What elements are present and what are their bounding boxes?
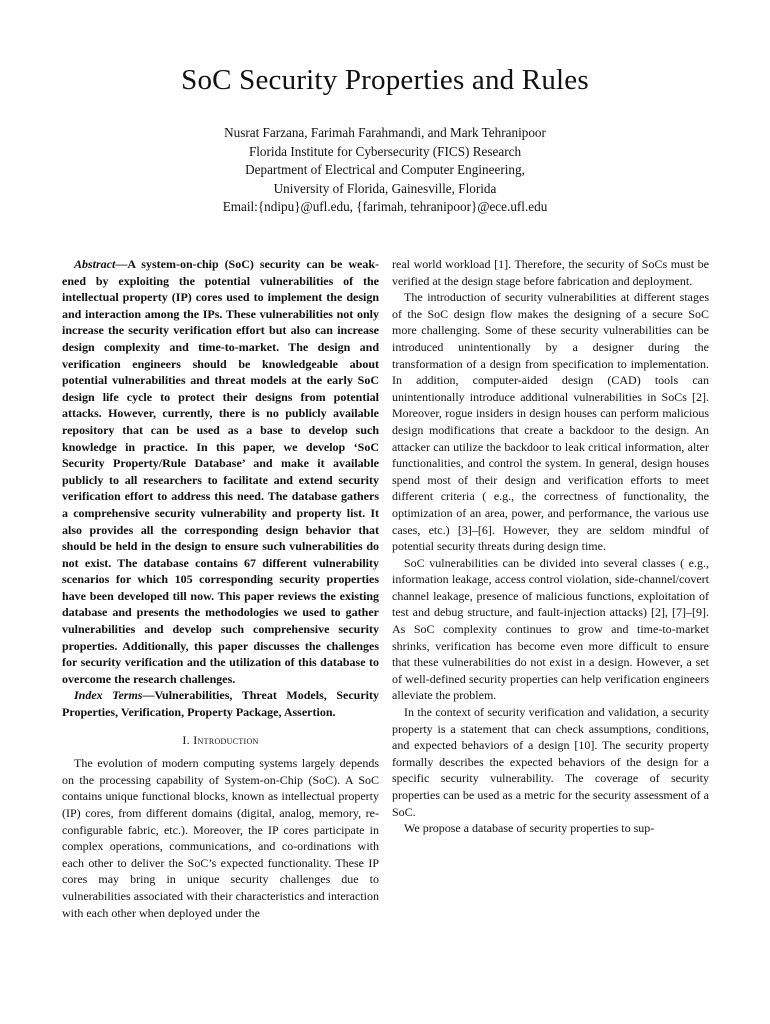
index-terms-text: —Vulnerabilities, Threat Models, Security Properties, Verification, Property Package, Assertion. <box>62 688 379 720</box>
abstract-label: Abstract <box>74 257 116 271</box>
intro-paragraph-3: SoC vulnerabilities can be divided into several classes ( e.g., information leakage, access control violation, side-channel/covert channel leakage, presence of malicious functions, exploitation of test and debug structure, and fault-injection attacks) [2], [7]–[9]. As SoC complexity continues to grow and time-to-market shrinks, verification has become even more difficult to ensure that these vulnerabilities do not exist in a design. However, a set of well-defined security properties can help verification engineers alleviate the problem. <box>392 555 709 703</box>
section-heading-introduction <box>62 732 379 749</box>
abstract <box>62 256 379 687</box>
section-title: Introduction <box>193 732 259 747</box>
section-number: I. <box>182 732 190 747</box>
author-block <box>0 124 770 217</box>
affiliation-institute: Florida Institute for Cybersecurity (FICS) Research <box>248 143 522 159</box>
affiliation-department: Department of Electrical and Computer Engineering, <box>245 162 525 178</box>
left-column <box>62 256 379 921</box>
intro-paragraph-1-continued: real world workload [1]. Therefore, the security of SoCs must be verified at the design stage before fabrication and deployment. <box>392 257 709 288</box>
abstract-text: —A system-on-chip (SoC) security can be weakened by exploiting the potential vulnerabilities of the intellectual property (IP) cores used to implement the design and interaction among the IPs. These vulnerabilities not only increase the security verification effort but also can increase design complexity and time-to-market. The design and verification engineers should be knowledgeable about potential vulnerabilities and threat models at the early SoC design life cycle to protect their designs from potential attacks. However, currently, there is no publicly available repository that can be used as a base to develop such knowledge in practice. In this paper, we develop ‘SoC Security Property/Rule Database’ and make it available publicly to all researchers to facilitate and extend security verification effort to address this need. The database gathers a comprehensive security vulnerability and property list. It also provides all the corresponding design behavior that should be held in the design to ensure such vulnerabilities do not exist. The database contains 67 different vulnerability scenarios for which 105 corresponding security properties have been developed till now. This paper reviews the existing database and presents the methodologies we used to gather vulnerabilities and develop such comprehensive security properties. Additionally, this paper discusses the challenges for security verification and the utilization of this database to overcome the research challenges. <box>62 257 379 686</box>
paper-title: SoC Security Properties and Rules <box>181 64 589 96</box>
affiliation-university: University of Florida, Gainesville, Florida <box>273 180 497 196</box>
intro-paragraph-4: In the context of security verification and validation, a security property is a statement that can check assumptions, conditions, and expected behaviors of a design [10]. The security property formally describes the expected behaviors of the design for a specific security vulnerability. The coverage of security properties can be used as a metric for the security assessment of a SoC. <box>392 705 709 819</box>
index-terms <box>62 687 379 720</box>
intro-paragraph-1: The evolution of modern computing systems largely depends on the processing capability of System-on-Chip (SoC). A SoC contains unique functional blocks, known as intellectual property (IP) cores, from different domains (digital, analog, memory, re-configurable fabric, etc.). Moreover, the IP cores participate in complex operations, communications, and co-ordinations with each other to deliver the SoC’s expected functionality. These IP cores may bring in unique security challenges due to vulnerabilities associated with their characteristics and interaction with each other when deployed under the <box>62 756 379 920</box>
right-column <box>392 256 709 837</box>
author-names: Nusrat Farzana, Farimah Farahmandi, and Mark Tehranipoor <box>224 125 546 140</box>
intro-paragraph-2: The introduction of security vulnerabilities at different stages of the SoC design flow makes the designing of a secure SoC more challenging. Some of these security vulnerabilities can be introduced unintentionally by a designer during the transformation of a design from specification to implementation. In addition, computer-aided design (CAD) tools can unintentionally introduce additional vulnerabilities in SoCs [2]. Moreover, rogue insiders in design houses can perform malicious design modifications that create a backdoor to the design. An attacker can utilize the backdoor to leak critical information, alter functionalities, and control the system. In general, design houses spend most of their design and verification efforts to meet different criteria ( e.g., the correctness of functionality, the optimization of an area, power, and performance, the various use cases, etc.) [3]–[6]. However, they are seldom mindful of potential security threats during design time. <box>392 290 709 554</box>
author-email: Email:{ndipu}@ufl.edu, {farimah, tehranipoor}@ece.ufl.edu <box>222 199 548 215</box>
intro-paragraph-5: We propose a database of security properties to sup- <box>404 821 655 836</box>
index-terms-label: Index Terms <box>74 688 143 703</box>
